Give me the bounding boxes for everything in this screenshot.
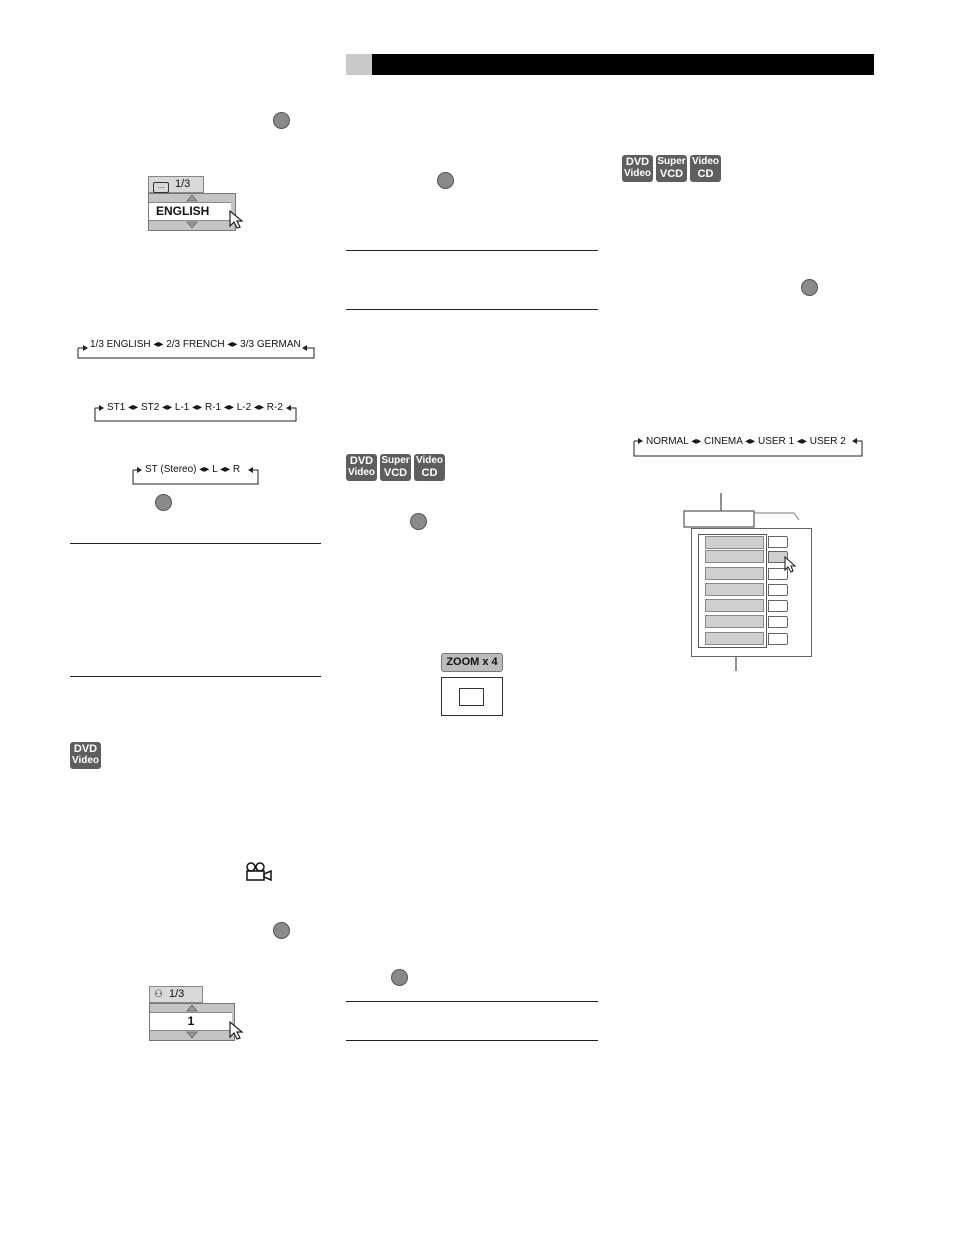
- subtitle-osd-value: ENGLISH: [149, 202, 231, 221]
- section-divider: [346, 1001, 598, 1002]
- section-divider: [346, 250, 598, 251]
- cursor-pointer-icon: [228, 210, 244, 230]
- down-arrow-icon: [186, 221, 198, 229]
- dvd-video-badge: DVD Video: [346, 454, 377, 481]
- header-bar: [372, 54, 874, 75]
- picture-item-bar: [705, 583, 764, 596]
- down-arrow-icon: [186, 1031, 198, 1039]
- zoom-area: [459, 688, 484, 706]
- picture-item-value: [768, 633, 788, 645]
- picture-item-bar: [705, 550, 764, 563]
- picture-item-value: [768, 616, 788, 628]
- button-marker-dot: [155, 494, 172, 511]
- picture-cycle-labels: NORMAL ◂▸ CINEMA ◂▸ USER 1 ◂▸ USER 2: [646, 436, 846, 447]
- audio-vcd-cycle-labels: ST (Stereo) ◂▸ L ◂▸ R: [145, 464, 241, 475]
- button-marker-dot: [391, 969, 408, 986]
- camera-icon: ⚇: [154, 989, 163, 1000]
- picture-item-bar: [705, 536, 764, 549]
- zoom-indicator: ZOOM x 4: [441, 653, 503, 672]
- button-marker-dot: [273, 922, 290, 939]
- angle-osd-tab: ⚇ 1/3: [149, 986, 203, 1003]
- button-marker-dot: [437, 172, 454, 189]
- camera-angle-icon: [245, 862, 273, 882]
- picture-item-value: [768, 600, 788, 612]
- header-tab-grey: [346, 54, 372, 75]
- dvd-video-badge: DVD Video: [70, 742, 101, 769]
- super-vcd-badge: Super VCD: [381, 455, 410, 479]
- button-marker-dot: [273, 112, 290, 129]
- audio-svcd-cycle-labels: ST1 ◂▸ ST2 ◂▸ L-1 ◂▸ R-1 ◂▸ L-2 ◂▸ R-2: [107, 402, 283, 413]
- up-arrow-icon: [186, 194, 198, 202]
- picture-item-value: [768, 536, 788, 548]
- up-arrow-icon: [186, 1004, 198, 1012]
- super-vcd-badge: Super VCD: [657, 156, 686, 180]
- subtitle-icon: ...: [153, 182, 169, 193]
- cursor-pointer-icon: [783, 556, 797, 574]
- button-marker-dot: [801, 279, 818, 296]
- section-divider: [346, 309, 598, 310]
- picture-item-bar: [705, 567, 764, 580]
- picture-item-bar: [705, 632, 764, 645]
- picture-item-bar: [705, 615, 764, 628]
- video-cd-badge: Video CD: [691, 156, 720, 180]
- video-cd-badge: Video CD: [415, 455, 444, 479]
- section-divider: [70, 543, 321, 544]
- button-marker-dot: [410, 513, 427, 530]
- subtitle-cycle-labels: 1/3 ENGLISH ◂▸ 2/3 FRENCH ◂▸ 3/3 GERMAN: [90, 339, 301, 350]
- picture-item-value: [768, 584, 788, 596]
- picture-item-bar: [705, 599, 764, 612]
- angle-osd-value: 1: [150, 1012, 232, 1031]
- section-divider: [70, 676, 321, 677]
- section-divider: [346, 1040, 598, 1041]
- dvd-video-badge: DVD Video: [622, 155, 653, 182]
- subtitle-osd-tab: ... 1/3: [148, 176, 204, 193]
- cursor-pointer-icon: [228, 1021, 244, 1041]
